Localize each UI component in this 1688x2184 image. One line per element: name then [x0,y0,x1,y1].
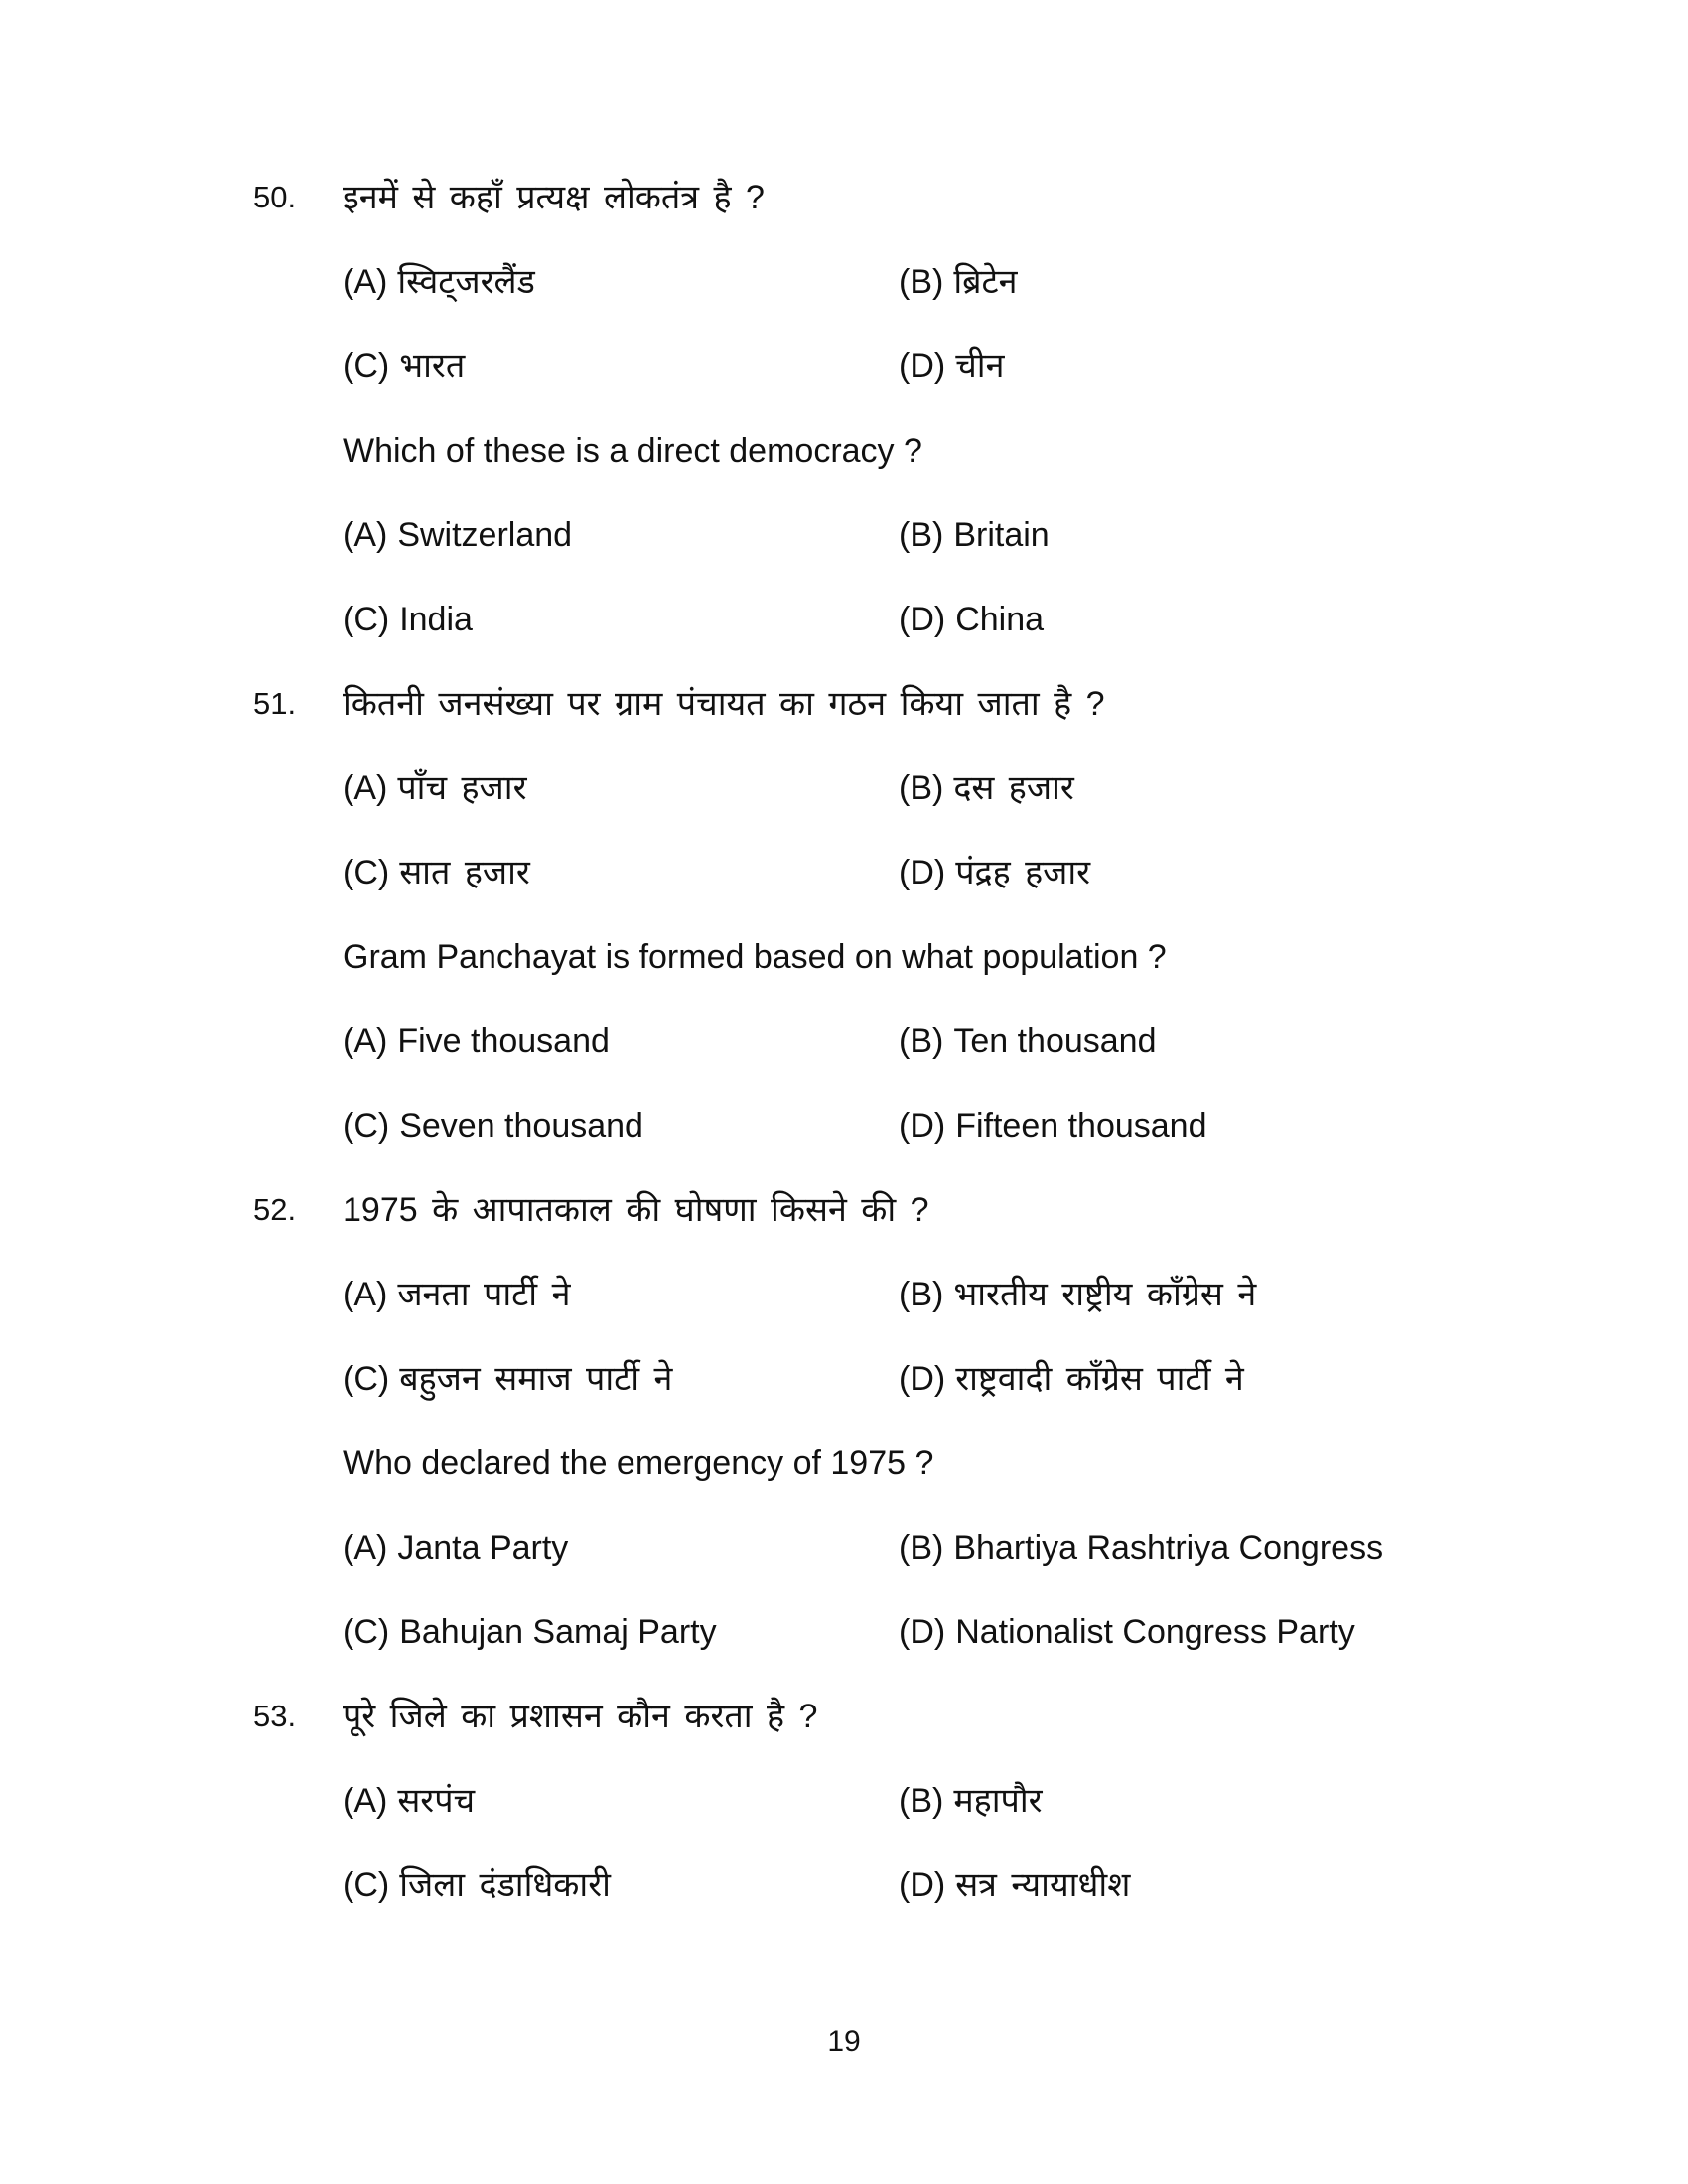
option-b [899,1780,1529,1822]
option-d [899,599,1529,640]
question-52-english [343,1442,1529,1484]
option-b [899,514,1529,556]
option-text: सात हजार [399,854,530,891]
option-text: सत्र न्यायाधीश [955,1866,1131,1904]
question-51-hindi [253,683,1529,725]
question-text-english: Which of these is a direct democracy ? [343,432,922,470]
option-label: (A) [343,516,388,554]
option-a [343,1021,899,1062]
option-c [343,1611,899,1653]
option-text: Janta Party [397,1529,569,1567]
option-label: (B) [899,516,944,554]
option-label: (D) [899,601,946,638]
option-d [899,1358,1529,1400]
option-label: (C) [343,601,390,638]
option-b [899,1021,1529,1062]
question-50-hindi-options-cd [343,345,1529,387]
option-a [343,261,899,303]
option-d [899,345,1529,387]
option-text: India [399,601,473,638]
question-50-hindi [253,177,1529,218]
option-label: (B) [899,1529,944,1567]
option-label: (A) [343,1276,388,1313]
question-text-hindi: 1975 के आपातकाल की घोषणा किसने की ? [343,1191,929,1229]
option-label: (A) [343,769,388,807]
question-number: 52. [253,1192,297,1227]
question-51-english-options-ab [343,1021,1529,1062]
option-label: (C) [343,347,390,385]
option-label: (D) [899,854,946,891]
option-b [899,261,1529,303]
option-c [343,852,899,893]
question-51-english-options-cd [343,1105,1529,1147]
option-text: बहुजन समाज पार्टी ने [399,1360,673,1398]
option-label: (A) [343,1529,388,1567]
question-52-hindi-options-cd [343,1358,1529,1400]
option-text: Five thousand [397,1023,610,1060]
option-text: भारतीय राष्ट्रीय काँग्रेस ने [953,1276,1257,1313]
option-text: Nationalist Congress Party [955,1613,1355,1651]
option-text: Ten thousand [953,1023,1157,1060]
option-label: (C) [343,1107,390,1145]
question-53-hindi-options-cd [343,1864,1529,1906]
option-label: (B) [899,1023,944,1060]
option-label: (B) [899,263,944,301]
option-text: दस हजार [953,769,1074,807]
option-label: (C) [343,1613,390,1651]
option-d [899,1864,1529,1906]
option-label: (A) [343,1023,388,1060]
option-label: (B) [899,1782,944,1820]
question-50-english-options-cd [343,599,1529,640]
question-text-hindi: कितनी जनसंख्या पर ग्राम पंचायत का गठन किया जाता है ? [343,685,1105,723]
option-label: (B) [899,1276,944,1313]
question-50-english [343,430,1529,472]
option-text: जनता पार्टी ने [397,1276,571,1313]
question-50-hindi-options-ab [343,261,1529,303]
question-53-hindi-options-ab [343,1780,1529,1822]
option-c [343,599,899,640]
option-label: (D) [899,1613,946,1651]
option-text: Seven thousand [399,1107,643,1145]
option-text: भारत [399,347,466,385]
option-b [899,767,1529,809]
option-text: पाँच हजार [397,769,527,807]
option-c [343,1358,899,1400]
option-text: स्विट्जरलैंड [397,263,535,301]
question-text-english: Who declared the emergency of 1975 ? [343,1444,934,1482]
question-52-english-options-cd [343,1611,1529,1653]
option-d [899,1611,1529,1653]
question-number: 50. [253,180,297,214]
question-52-hindi-options-ab [343,1274,1529,1315]
question-52-english-options-ab [343,1527,1529,1569]
question-52-hindi [253,1189,1529,1231]
option-text: पंद्रह हजार [955,854,1091,891]
question-51-english [343,936,1529,978]
option-a [343,514,899,556]
option-text: China [955,601,1045,638]
option-a [343,1527,899,1569]
page-number: 19 [827,2025,861,2058]
question-text-english: Gram Panchayat is formed based on what population ? [343,938,1167,976]
option-label: (D) [899,1360,946,1398]
option-d [899,1105,1529,1147]
option-c [343,1864,899,1906]
option-c [343,345,899,387]
question-51-hindi-options-ab [343,767,1529,809]
option-text: Fifteen thousand [955,1107,1207,1145]
option-label: (A) [343,1782,388,1820]
question-text-hindi: इनमें से कहाँ प्रत्यक्ष लोकतंत्र है ? [343,179,765,216]
option-a [343,1274,899,1315]
option-text: सरपंच [397,1782,476,1820]
option-b [899,1274,1529,1315]
question-50-english-options-ab [343,514,1529,556]
option-label: (C) [343,1360,390,1398]
option-d [899,852,1529,893]
option-label: (C) [343,1866,390,1904]
option-text: जिला दंडाधिकारी [399,1866,611,1904]
option-b [899,1527,1529,1569]
option-label: (C) [343,854,390,891]
option-text: ब्रिटेन [953,263,1018,301]
question-number: 53. [253,1699,297,1733]
question-number: 51. [253,686,297,721]
option-text: Switzerland [397,516,573,554]
option-label: (D) [899,1866,946,1904]
option-text: Britain [953,516,1050,554]
option-c [343,1105,899,1147]
option-label: (D) [899,347,946,385]
option-text: Bahujan Samaj Party [399,1613,717,1651]
option-text: राष्ट्रवादी काँग्रेस पार्टी ने [955,1360,1244,1398]
option-label: (B) [899,769,944,807]
question-53-hindi [253,1696,1529,1737]
question-text-hindi: पूरे जिले का प्रशासन कौन करता है ? [343,1698,818,1735]
option-a [343,1780,899,1822]
option-label: (D) [899,1107,946,1145]
option-text: चीन [955,347,1005,385]
page-content [253,177,1529,1949]
option-a [343,767,899,809]
option-text: महापौर [953,1782,1043,1820]
option-label: (A) [343,263,388,301]
option-text: Bhartiya Rashtriya Congress [953,1529,1384,1567]
question-51-hindi-options-cd [343,852,1529,893]
